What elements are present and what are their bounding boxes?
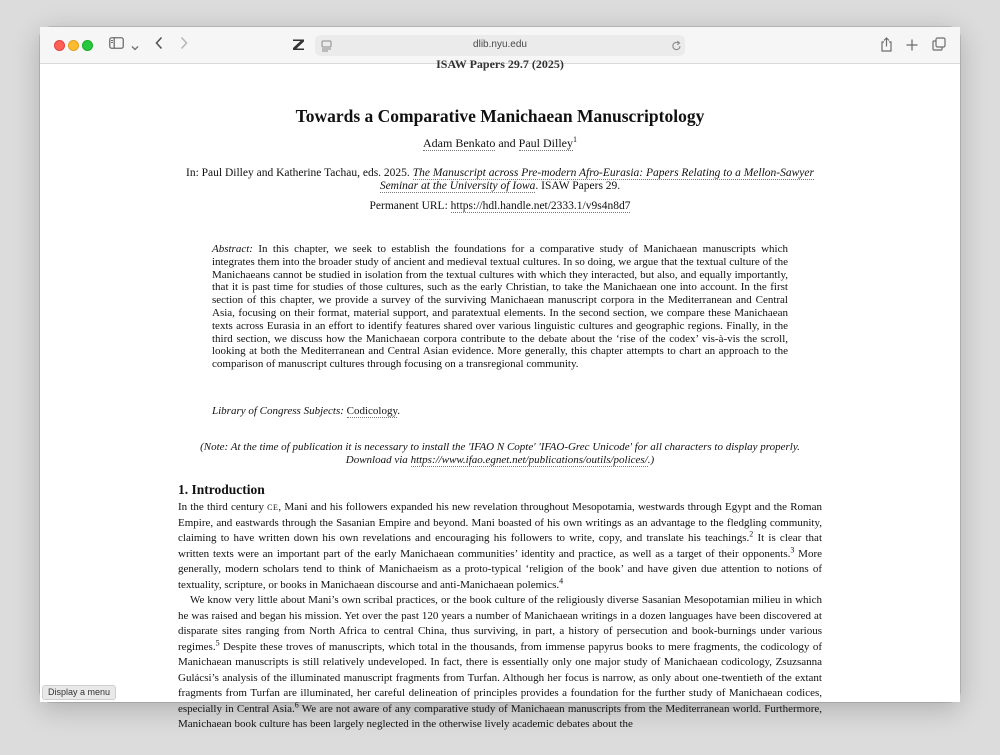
tab-overview-icon[interactable] bbox=[932, 37, 946, 56]
note-end: .) bbox=[647, 454, 655, 466]
chevron-down-icon[interactable] bbox=[131, 39, 139, 57]
para2-text-b: Despite these troves of manuscripts, which total in the thousands, from immense papyrus books to mere fragments, the codicology of Manichaean manuscripts is still relatively undeveloped. In fact, there is essentially only one major study of Manichaean codicology, Zsuzsanna Gulácsi’s analysis of the illuminated manuscript fragments from Turfan. Although her focus is narrow, as only about one-twentieth of the extant fragments from Turfan are illuminated, her careful delineation of principles provides a foundation for the further study of Manichaean codices, especially in Central Asia. bbox=[178, 640, 822, 715]
author-link-dilley[interactable]: Paul Dilley bbox=[518, 136, 573, 150]
citation-suffix: . ISAW Papers 29. bbox=[535, 180, 621, 192]
permanent-url-link[interactable]: https://hdl.handle.net/2333.1/v9s4n8d7 bbox=[450, 200, 631, 212]
font-download-link[interactable]: https://www.ifao.egnet.net/publications/outils/polices/ bbox=[410, 454, 648, 466]
footnote-ref-4[interactable]: 4 bbox=[559, 575, 564, 585]
paragraph-1 bbox=[178, 500, 822, 593]
reload-icon[interactable] bbox=[671, 39, 682, 57]
footnote-ref-6[interactable]: 6 bbox=[294, 699, 299, 709]
note-text: (Note: At the time of publication it is necessary to install the 'IFAO N Copte' 'IFAO-Grec Unicode' for all characters to display properly. Download via bbox=[200, 441, 800, 466]
address-bar[interactable] bbox=[315, 35, 685, 56]
authors bbox=[40, 136, 960, 151]
para2-text-c: We are not aware of any comparative study of Manichaean manuscripts from the Mediterranean world. Furthermore, Manichaean book culture has been largely neglected in the otherwise lively academic debates about the bbox=[178, 702, 822, 730]
footnote-ref-2[interactable]: 2 bbox=[749, 529, 754, 539]
footnote-ref-5[interactable]: 5 bbox=[215, 637, 220, 647]
subject-link-codicology[interactable]: Codicology bbox=[346, 405, 398, 417]
permanent-url bbox=[40, 200, 960, 212]
zoom-window-button[interactable] bbox=[82, 40, 93, 51]
section-heading-introduction: 1. Introduction bbox=[178, 482, 265, 497]
para1-text-b: , Mani and his followers expanded his new revelation throughout Mesopotamia, westwards through Egypt and the Roman Empire, and eastwards through the Sasanian Empire and beyond. Mani boasted of his own writings as an advantage to the fledgling community, claiming to have written down his own revelations and encouraging his followers to write, copy, and translate his teachings. bbox=[178, 501, 822, 544]
para1-text-a: In the third century bbox=[178, 501, 268, 513]
abstract bbox=[212, 243, 788, 371]
close-window-button[interactable] bbox=[54, 40, 65, 51]
share-icon[interactable] bbox=[880, 37, 893, 57]
book-title-link[interactable]: The Manuscript across Pre-modern Afro-Eurasia: Papers Relating to a Mellon-Sawyer Seminar at the University of Iowa bbox=[379, 167, 814, 192]
paragraph-2 bbox=[178, 593, 822, 733]
citation bbox=[180, 167, 820, 193]
subjects-label: Library of Congress Subjects: bbox=[212, 405, 344, 417]
para1-text-d: More generally, modern scholars tend to think of Manichaeism as a proto-typical ‘religion of the book’ and have given due attention to notions of textuality, scripture, or books in Manichaean discourse and anti-Manichaean polemics. bbox=[178, 547, 823, 591]
era-abbrev: CE bbox=[267, 503, 279, 512]
abstract-label: Abstract: bbox=[212, 243, 253, 255]
author-link-benkato[interactable]: Adam Benkato bbox=[423, 136, 496, 150]
subjects-end: . bbox=[397, 405, 401, 417]
minimize-window-button[interactable] bbox=[68, 40, 79, 51]
new-tab-icon[interactable] bbox=[906, 38, 918, 56]
back-icon[interactable] bbox=[154, 36, 164, 55]
page-title: Towards a Comparative Manichaean Manuscriptology bbox=[295, 106, 705, 126]
footnote-ref-3[interactable]: 3 bbox=[790, 544, 795, 554]
para2-text-a: We know very little about Mani’s own scribal practices, or the book culture of the religiously diverse Sasanian Mesopotamian milieu in which he was raised and began his mission. Yet over the past 120 years a number of Manichaean writings in a dozen languages have been discovered at disparate sites ranging from North Africa to central China, thus surviving, in part, a history of persecution and book-burnings under various regimes. bbox=[178, 594, 822, 653]
zotero-icon[interactable] bbox=[292, 38, 305, 56]
status-tooltip: Display a menu bbox=[42, 685, 116, 700]
url-text: dlib.nyu.edu bbox=[473, 39, 527, 50]
forward-icon[interactable] bbox=[179, 36, 189, 55]
page-content bbox=[40, 57, 960, 730]
sidebar-toggle-icon[interactable] bbox=[109, 36, 124, 55]
footnote-ref-1[interactable]: 1 bbox=[572, 135, 577, 144]
font-note bbox=[180, 441, 820, 467]
authors-conjunction: and bbox=[495, 136, 519, 150]
permanent-url-label: Permanent URL: bbox=[369, 200, 451, 212]
loc-subjects bbox=[212, 405, 400, 417]
para1-text-c: It is clear that written texts were an important part of the early Manichaean communities’ identity and practice, as well as a target of their opponents. bbox=[178, 532, 822, 560]
running-header: ISAW Papers 29.7 (2025) bbox=[436, 57, 564, 71]
browser-window bbox=[40, 27, 960, 730]
abstract-text: In this chapter, we seek to establish the foundations for a comparative study of Manichaean manuscripts which integrates them into the broader study of ancient and medieval textual cultures. In so doing, we argue that the textual culture of the Manichaeans cannot be studied in isolation from the textual cultures with which they interacted, but also, and equally importantly, that it is past time for studies of those cultures, such as the early Christian, to take the Manichaean one into account. In the first section of this chapter, we provide a survey of the surviving Manichaean manuscript corpora in the Mediterranean and Central Asia, focusing on their format, material support, and paratextual elements. In the second section, we compare these Manichaean texts across Eurasia in an effort to identify features shared over various linguistic cultures and geographic regions. Finally, in the third section, we discuss how the Manichaean corpora contribute to the debate about the ‘rise of the codex’ vis-à-vis the scroll, looking at both the Mediterranean and Central Asian evidence. More generally, this chapter attempts to chart an approach to the comparison of manuscript cultures through focusing on a transregional community. bbox=[212, 243, 788, 371]
citation-prefix: In: Paul Dilley and Katherine Tachau, eds. 2025. bbox=[186, 167, 413, 179]
